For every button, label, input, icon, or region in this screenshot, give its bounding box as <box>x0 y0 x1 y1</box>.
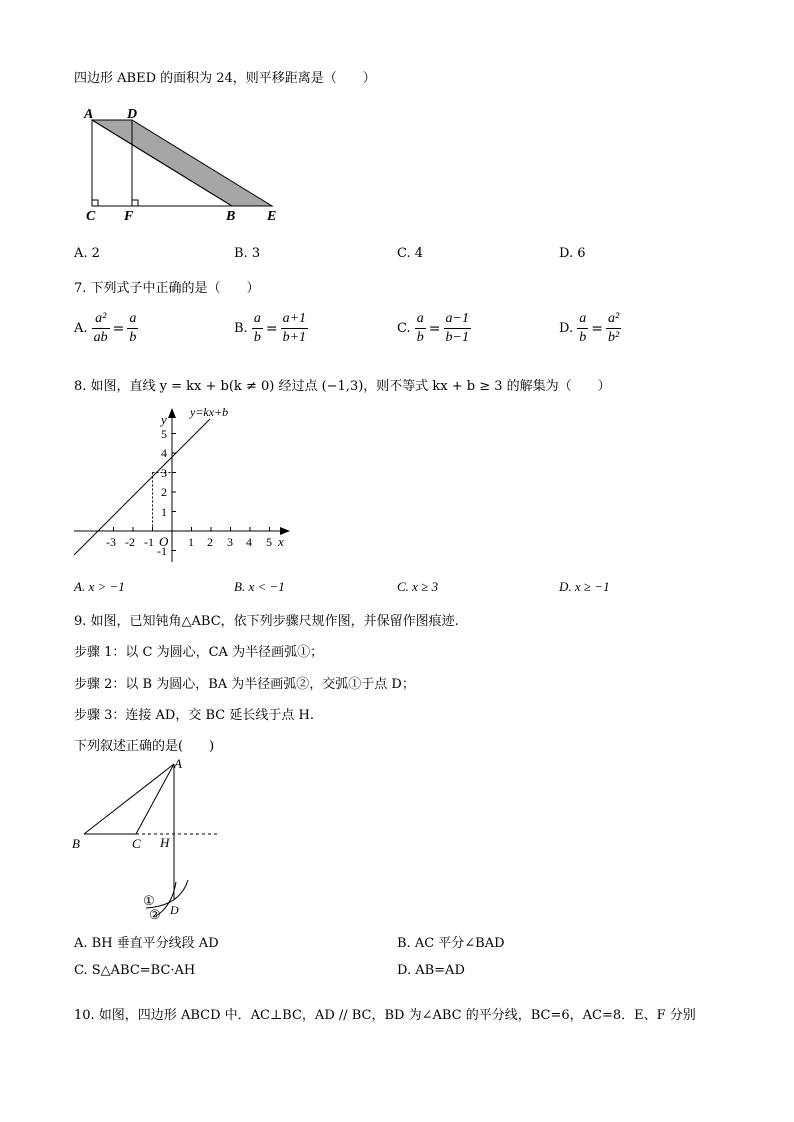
svg-text:-1: -1 <box>144 535 154 549</box>
svg-text:5: 5 <box>161 427 167 441</box>
label-C: C <box>132 836 141 851</box>
q6-option-b: B. 3 <box>234 246 261 261</box>
svg-text:5: 5 <box>266 535 272 549</box>
q7-stem: 7. 下列式子中正确的是（ ） <box>74 281 260 296</box>
label-D: D <box>170 903 179 917</box>
q9-option-a: A. BH 垂直平分线段 AD <box>74 936 219 951</box>
q9-stem: 9. 如图，已知钝角△ABC，依下列步骤尺规作图，并保留作图痕迹. <box>74 614 459 629</box>
y-axis-label: y <box>161 412 167 427</box>
svg-text:1: 1 <box>188 535 194 549</box>
q7-option-b: B. $\frac{a}{b}$ = $\frac{a+1}{b+1}$ <box>234 311 307 345</box>
svg-text:3: 3 <box>161 466 167 480</box>
q6-option-c: C. 4 <box>397 246 424 261</box>
svg-text:-1: -1 <box>157 544 167 558</box>
svg-text:2: 2 <box>161 485 167 499</box>
q8-option-b: B. x < −1 <box>234 579 285 594</box>
svg-text:2: 2 <box>207 535 213 549</box>
svg-text:3: 3 <box>227 535 233 549</box>
svg-text:-3: -3 <box>106 535 116 549</box>
q9-step1: 步骤 1：以 C 为圆心，CA 为半径画弧①； <box>74 645 324 660</box>
q9-figure <box>70 756 225 921</box>
q9-option-d: D. AB=AD <box>397 963 465 978</box>
q9-step2: 步骤 2：以 B 为圆心，BA 为半径画弧②，交弧①于点 D； <box>74 677 415 692</box>
q8-stem: 8. 如图，直线 y = kx + b(k ≠ 0) 经过点 (−1,3)，则不等式 kx + b ≥ 3 的解集为（ ） <box>74 379 611 394</box>
svg-text:4: 4 <box>161 446 167 460</box>
q8-option-a: A. x > −1 <box>74 579 125 594</box>
label-A: A <box>174 756 182 771</box>
q8-option-d: D. x ≥ −1 <box>559 579 610 594</box>
q9-option-b: B. AC 平分∠BAD <box>397 936 505 951</box>
q7-option-d: D. $\frac{a}{b}$ = $\frac{\text{a²}}{\text{b²}}$ <box>559 311 620 345</box>
q8-graph <box>70 402 300 567</box>
q6-option-a: A. 2 <box>74 246 100 261</box>
q9-ask: 下列叙述正确的是( ) <box>74 739 215 754</box>
label-E: E <box>267 209 277 224</box>
q6-option-d: D. 6 <box>559 246 586 261</box>
label-D: D <box>127 107 138 122</box>
label-B: B <box>226 209 236 224</box>
q9-option-c: C. S△ABC=BC·AH <box>74 963 196 978</box>
q10-stem: 10. 如图，四边形 ABCD 中．AC⊥BC，AD // BC，BD 为∠ABC 的平分线，BC=6，AC=8．E、F 分别 <box>74 1008 696 1023</box>
svg-text:-2: -2 <box>125 535 135 549</box>
x-axis-label: x <box>278 534 284 549</box>
label-B: B <box>72 836 80 851</box>
svg-text:4: 4 <box>246 535 252 549</box>
arc1-label: ① <box>143 893 155 908</box>
q8-option-c: C. x ≥ 3 <box>397 579 439 594</box>
label-H: H <box>160 835 170 850</box>
line-label: y=kx+b <box>190 405 229 419</box>
q6-figure <box>80 104 290 226</box>
label-F: F <box>124 209 134 224</box>
q7-option-c: C. $\frac{a}{b}$ = $\frac{a-1}{b-1}$ <box>397 311 469 345</box>
origin-label: O <box>159 534 169 549</box>
label-C: C <box>86 209 96 224</box>
q7-option-a: A. $\frac{\text{a²}}{ab}$ = $\frac{a}{b}$ <box>74 311 137 345</box>
svg-text:1: 1 <box>161 505 167 519</box>
arc2-label: ② <box>149 907 161 921</box>
label-A: A <box>84 107 94 122</box>
q6-stem: 四边形 ABED 的面积为 24，则平移距离是（ ） <box>74 71 376 86</box>
q9-step3: 步骤 3：连接 AD，交 BC 延长线于点 H. <box>74 708 314 723</box>
